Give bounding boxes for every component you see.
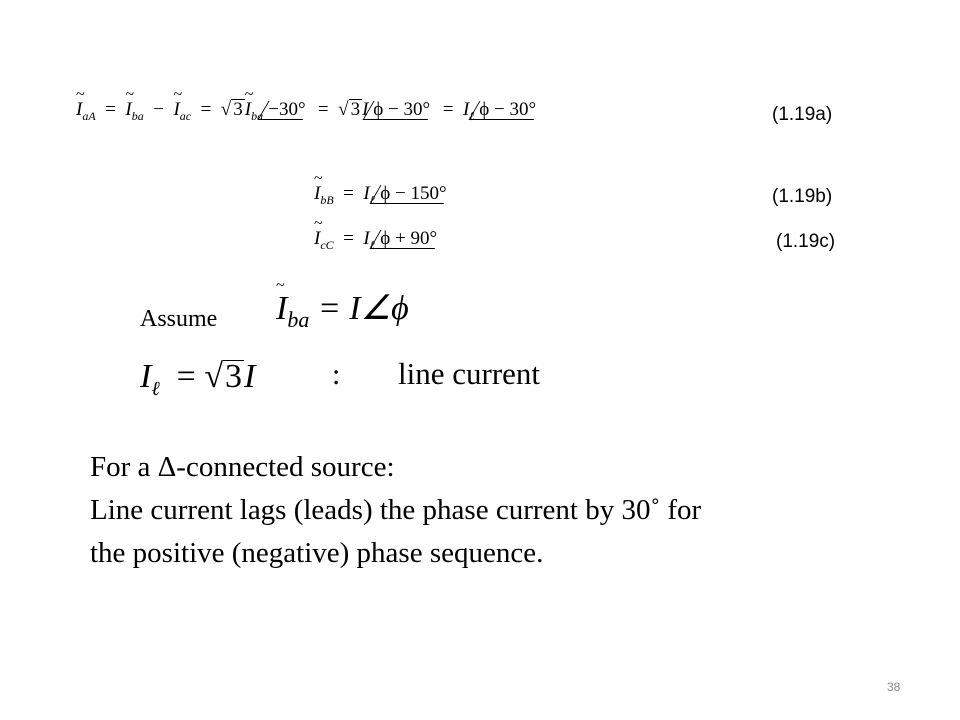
delta-source-heading: For a Δ-connected source: xyxy=(90,451,395,483)
lag-lead-statement: Line current lags (leads) the phase current by 30˚ for xyxy=(90,494,702,526)
line-current-colon: : xyxy=(332,358,341,391)
assume-label: Assume xyxy=(140,306,218,332)
line-current-label: line current xyxy=(398,356,541,391)
equation-number-1-19c: (1.19c) xyxy=(776,231,836,252)
equation-1-19b: ~ $I_{bB} = I_\ell$ ϕ − 150° xyxy=(314,183,449,208)
i-aA: ~ I xyxy=(76,99,82,121)
equation-number-1-19a: (1.19a) xyxy=(772,104,833,125)
page-number: 38 xyxy=(887,680,901,694)
line-current-equation: $I_\ell = √3I$ xyxy=(140,358,256,400)
equation-1-19c: ~ $I_{cC} = I_\ell$ ϕ + 90° xyxy=(314,228,440,253)
equation-number-1-19b: (1.19b) xyxy=(772,186,833,207)
phase-sequence-statement: the positive (negative) phase sequence. xyxy=(90,537,544,569)
equation-1-19a: ~ $I_{aA}$ = ~ $I_{ba}$ − ~ $I_{ac}$ = √ 3~ $I_{ba} -30^\circ$ = √ 3 I $\phi - 30^\circ = I_\ell$ ϕ − 30° xyxy=(76,99,539,124)
assume-equation: ~ $I_{ba}$ = I∠ϕ xyxy=(276,288,409,333)
